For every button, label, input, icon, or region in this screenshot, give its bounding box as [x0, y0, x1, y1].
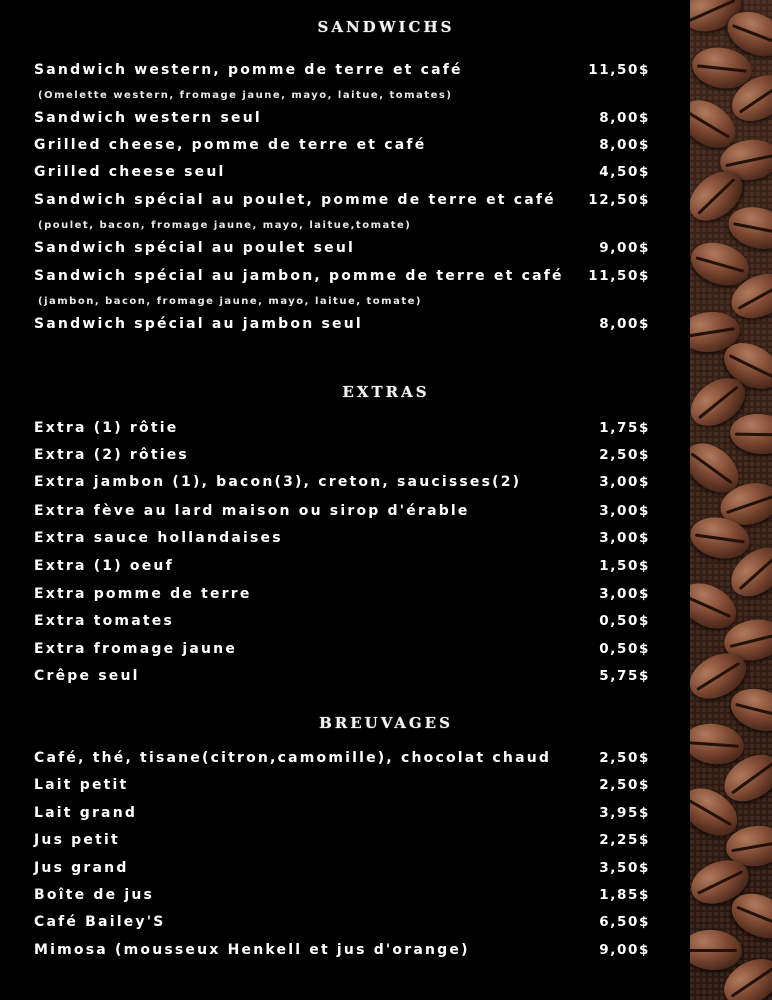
item-price: 3,00$ [599, 503, 650, 519]
item-price: 3,00$ [599, 530, 650, 546]
item-price: 2,50$ [599, 447, 650, 463]
item-price: 0,50$ [599, 613, 650, 629]
section-title-sandwichs: SANDWICHS [317, 18, 455, 36]
item-name: Mimosa (mousseux Henkell et jus d'orange) [34, 942, 470, 958]
menu-item [34, 447, 650, 467]
menu-item [34, 641, 650, 661]
menu-item [34, 530, 650, 550]
item-name: Lait petit [34, 777, 129, 793]
item-price: 9,00$ [599, 240, 650, 256]
menu-item [34, 316, 650, 336]
item-name: Extra (1) oeuf [34, 558, 174, 574]
item-description: (jambon, bacon, fromage jaune, mayo, laitue, tomate) [38, 296, 422, 307]
item-price: 3,95$ [599, 805, 650, 821]
item-name: Extra fromage jaune [34, 641, 238, 657]
section-title-breuvages: BREUVAGES [319, 714, 453, 732]
menu-item [34, 860, 650, 880]
item-price: 6,50$ [599, 914, 650, 930]
item-name: Lait grand [34, 805, 138, 821]
item-name: Sandwich western seul [34, 110, 262, 126]
item-name: Crêpe seul [34, 668, 140, 684]
item-price: 9,00$ [599, 942, 650, 958]
item-price: 8,00$ [599, 316, 650, 332]
menu-item [34, 420, 650, 440]
menu-item [34, 914, 650, 934]
item-price: 3,00$ [599, 586, 650, 602]
item-name: Jus petit [34, 832, 120, 848]
menu-item [34, 62, 650, 82]
menu-item [34, 668, 650, 688]
item-name: Jus grand [34, 860, 129, 876]
item-price: 11,50$ [588, 268, 650, 284]
item-name: Extra tomates [34, 613, 174, 629]
item-price: 1,85$ [599, 887, 650, 903]
menu-item [34, 613, 650, 633]
item-price: 12,50$ [588, 192, 650, 208]
menu-item [34, 164, 650, 184]
item-price: 1,75$ [599, 420, 650, 436]
menu-item [34, 558, 650, 578]
item-name: Grilled cheese seul [34, 164, 226, 180]
menu-item [34, 777, 650, 797]
menu-item [34, 887, 650, 907]
menu-item [34, 586, 650, 606]
item-name: Extra fève au lard maison ou sirop d'érable [34, 503, 470, 519]
menu-item [34, 750, 650, 770]
item-description: (Omelette western, fromage jaune, mayo, laitue, tomates) [38, 90, 453, 101]
item-price: 4,50$ [599, 164, 650, 180]
item-name: Extra jambon (1), bacon(3), creton, saucisses(2) [34, 474, 522, 490]
item-price: 2,50$ [599, 777, 650, 793]
menu-item [34, 110, 650, 130]
item-name: Extra (2) rôties [34, 447, 189, 463]
item-price: 2,25$ [599, 832, 650, 848]
item-name: Boîte de jus [34, 887, 155, 903]
menu-item [34, 832, 650, 852]
item-name: Sandwich western, pomme de terre et café [34, 62, 463, 78]
menu-item [34, 805, 650, 825]
section-title-extras: EXTRAS [342, 383, 430, 401]
item-name: Café Bailey'S [34, 914, 166, 930]
menu-item [34, 192, 650, 212]
coffee-beans-image [690, 0, 772, 1000]
item-name: Sandwich spécial au poulet seul [34, 240, 356, 256]
item-price: 3,50$ [599, 860, 650, 876]
item-name: Extra pomme de terre [34, 586, 252, 602]
item-price: 2,50$ [599, 750, 650, 766]
menu-item [34, 268, 650, 288]
item-price: 8,00$ [599, 137, 650, 153]
menu-item [34, 503, 650, 523]
item-price: 11,50$ [588, 62, 650, 78]
item-price: 0,50$ [599, 641, 650, 657]
item-price: 5,75$ [599, 668, 650, 684]
item-name: Sandwich spécial au poulet, pomme de terre et café [34, 192, 556, 208]
item-price: 1,50$ [599, 558, 650, 574]
item-price: 3,00$ [599, 474, 650, 490]
item-name: Sandwich spécial au jambon seul [34, 316, 363, 332]
menu-item [34, 240, 650, 260]
menu-item [34, 137, 650, 157]
item-price: 8,00$ [599, 110, 650, 126]
item-name: Grilled cheese, pomme de terre et café [34, 137, 427, 153]
item-name: Sandwich spécial au jambon, pomme de terre et café [34, 268, 564, 284]
item-name: Extra sauce hollandaises [34, 530, 283, 546]
item-description: (poulet, bacon, fromage jaune, mayo, laitue,tomate) [38, 220, 412, 231]
menu-item [34, 942, 650, 962]
item-name: Extra (1) rôtie [34, 420, 179, 436]
menu-item [34, 474, 650, 494]
item-name: Café, thé, tisane(citron,camomille), chocolat chaud [34, 750, 552, 766]
